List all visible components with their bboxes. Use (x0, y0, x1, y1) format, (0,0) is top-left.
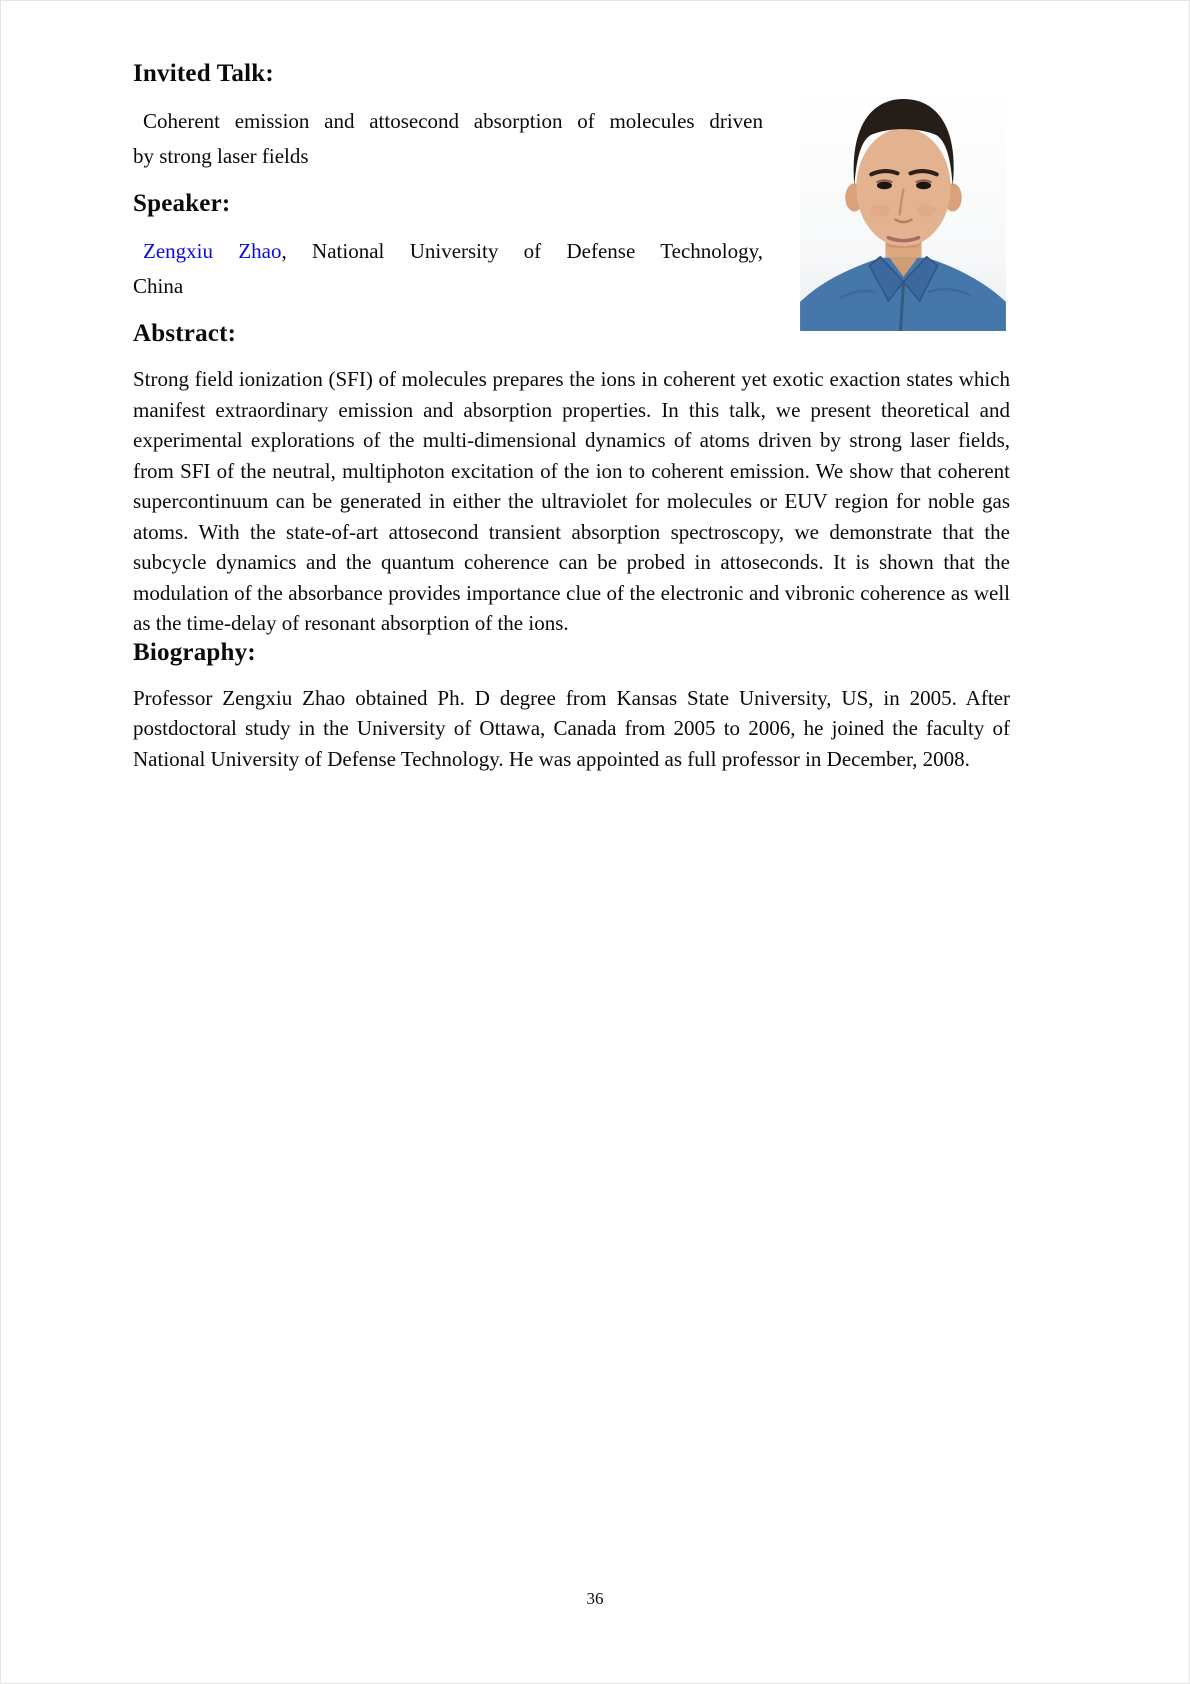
speaker-heading: Speaker: (133, 190, 231, 217)
speaker-line-1 (133, 234, 763, 269)
invited-talk-heading: Invited Talk: (133, 60, 274, 87)
talk-title (133, 104, 763, 174)
page-content (133, 60, 1010, 774)
speaker-line-2: China (133, 274, 184, 298)
page-number: 36 (586, 1589, 604, 1608)
talk-title-line-1: Coherent emission and attosecond absorption of molecules driven (143, 109, 763, 133)
speaker-affiliation: , National University of Defense Technology, (281, 239, 763, 263)
biography-heading: Biography: (133, 638, 256, 666)
biography-text: Professor Zengxiu Zhao obtained Ph. D degree from Kansas State University, US, in 2005. After postdoctoral study in the University of Ottawa, Canada from 2005 to 2006, he joined the faculty of National University of Defense Technology. He was appointed as full professor in December, 2008. (133, 685, 1010, 771)
abstract-heading: Abstract: (133, 320, 237, 347)
speaker-line (133, 234, 763, 304)
speaker-name-link[interactable]: Zengxiu Zhao (143, 239, 282, 263)
talk-title-line-2: by strong laser fields (133, 144, 309, 168)
abstract-text: Strong field ionization (SFI) of molecules prepares the ions in coherent yet exotic exaction states which manifest extraordinary emission and absorption properties. In this talk, we present theoretical and experimental explorations of the multi-dimensional dynamics of atoms driven by strong laser fields, from SFI of the neutral, multiphoton excitation of the ion to coherent emission. We show that coherent supercontinuum can be generated in either the ultraviolet for molecules or EUV region for noble gas atoms. With the state-of-art attosecond transient absorption spectroscopy, we demonstrate that the subcycle dynamics and the quantum coherence can be probed in attoseconds. It is shown that the modulation of the absorbance provides importance clue of the electronic and vibronic coherence as well as the time-delay of resonant absorption of the ions. (133, 367, 1010, 635)
